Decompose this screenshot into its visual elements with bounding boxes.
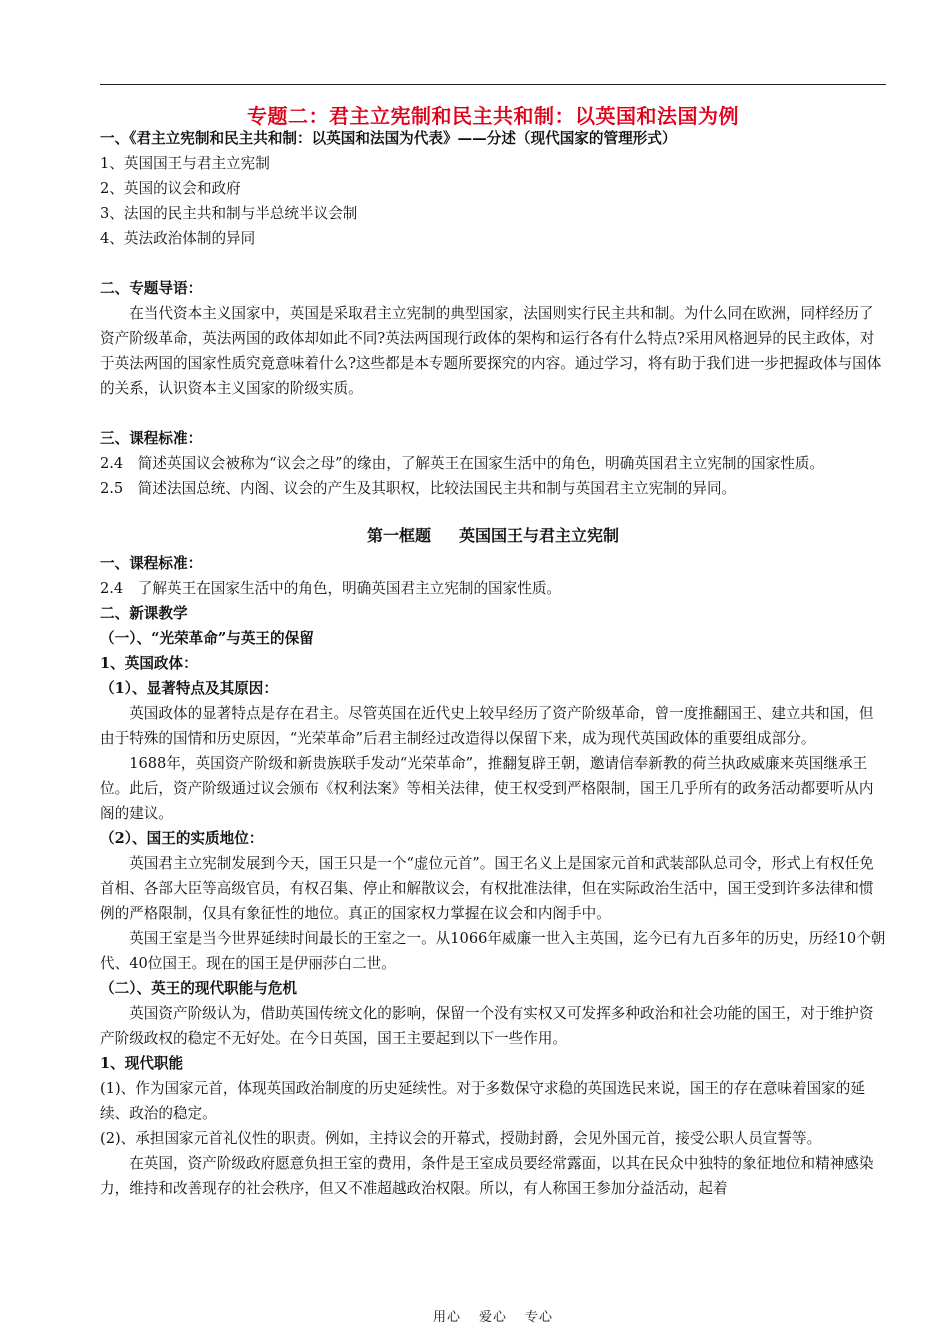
section-name: 英国国王与君主立宪制 xyxy=(459,526,620,545)
footer-word-3: 专心 xyxy=(525,1310,554,1325)
section-title xyxy=(100,521,886,551)
function-item-1: (1)、作为国家元首，体现英国政治制度的历史延续性。对于多数保守求稳的英国选民来说，国王的存在意味着国家的延续、政治的稳定。 xyxy=(100,1080,865,1122)
header-rule xyxy=(100,84,886,85)
document-body xyxy=(100,126,886,1201)
point2-paragraph-2: 英国王室是当今世界延续时间最长的王室之一。从1066年威廉一世入主英国，迄今已有九百多年的历史，历经10个朝代、40位国王。现在的国王是伊丽莎白二世。 xyxy=(100,930,886,972)
function-item-2: (2)、承担国家元首礼仪性的职责。例如，主持议会的开幕式，授勋封爵，会见外国元首，接受公职人员宣誓等。 xyxy=(100,1130,822,1147)
footer-word-2: 爱心 xyxy=(478,1310,507,1325)
point2-heading: （2）、国王的实质地位： xyxy=(100,830,264,847)
point1-heading: （1）、显著特点及其原因： xyxy=(100,680,278,697)
part3-heading: 三、课程标准： xyxy=(100,430,203,447)
document-title: 专题二：君主立宪制和民主共和制：以英国和法国为例 xyxy=(247,104,739,128)
point2-paragraph-1: 英国君主立宪制发展到今天，国王只是一个“虚位元首”。国王名义上是国家元首和武装部队总司令，形式上有权任免首相、各部大臣等高级官员，有权召集、停止和解散议会，有权批准法律，但在实际政治生活中，国王受到许多法律和惯例的严格限制，仅具有象征性的地位。真正的国家权力掌握在议会和内阁手中。 xyxy=(100,855,874,922)
point1-paragraph-1: 英国政体的显著特点是存在君主。尽管英国在近代史上较早经历了资产阶级革命，曾一度推翻国王、建立共和国，但由于特殊的国情和历史原因，“光荣革命”后君主制经过改造得以保留下来，成为现代英国政体的重要组成部分。 xyxy=(100,705,874,747)
standard-item-1: 2.4 简述英国议会被称为“议会之母”的缘由，了解英王在国家生活中的角色，明确英国君主立宪制的国家性质。 xyxy=(100,455,825,472)
outline-item-4: 4、英法政治体制的异同 xyxy=(100,230,256,247)
outline-item-1: 1、英国国王与君主立宪制 xyxy=(100,155,270,172)
footer-word-1: 用心 xyxy=(432,1310,461,1325)
outline-item-2: 2、英国的议会和政府 xyxy=(100,180,241,197)
functions-heading: 1、现代职能 xyxy=(100,1055,184,1072)
part2-heading: 二、专题导语： xyxy=(100,280,203,297)
intro-paragraph: 在当代资本主义国家中，英国是采取君主立宪制的典型国家，法国则实行民主共和制。为什么同在欧洲，同样经历了资产阶级革命，英法两国的政体却如此不同?英法两国现行政体的架构和运行各有什么特点?采用风格迥异的民主政体，对于英法两国的国家性质究竟意味着什么?这些都是本专题所要探究的内容。通过学习，将有助于我们进一步把握政体与国体的关系，认识资本主义国家的阶级实质。 xyxy=(100,305,882,397)
new-lesson-heading: 二、新课教学 xyxy=(100,605,188,622)
polity-heading: 1、英国政体： xyxy=(100,655,198,672)
standard-item-2: 2.5 简述法国总统、内阁、议会的产生及其职权，比较法国民主共和制与英国君主立宪制的异同。 xyxy=(100,480,737,497)
page-footer xyxy=(100,1306,886,1325)
subsection-1-heading: （一）、“光荣革命”与英王的保留 xyxy=(100,630,314,647)
section-standard-heading: 一、课程标准： xyxy=(100,555,203,572)
subsection-2-heading: （二）、英王的现代职能与危机 xyxy=(100,980,298,997)
section-standard-item: 2.4 了解英王在国家生活中的角色，明确英国君主立宪制的国家性质。 xyxy=(100,580,562,597)
function-paragraph: 在英国，资产阶级政府愿意负担王室的费用，条件是王室成员要经常露面，以其在民众中独特的象征地位和精神感染力，维持和改善现存的社会秩序，但又不准超越政治权限。所以，有人称国王参加分益活动，起着 xyxy=(100,1155,874,1197)
outline-item-3: 3、法国的民主共和制与半总统半议会制 xyxy=(100,205,358,222)
section-label: 第一框题 xyxy=(366,526,431,545)
part1-heading: 一、《君主立宪制和民主共和制：以英国和法国为代表》——分述（现代国家的管理形式） xyxy=(100,130,677,147)
point1-paragraph-2: 1688年，英国资产阶级和新贵族联手发动“光荣革命”，推翻复辟王朝，邀请信奉新教的荷兰执政威廉来英国继承王位。此后，资产阶级通过议会颁布《权利法案》等相关法律，使王权受到严格限制，国王几乎所有的政务活动都要听从内阁的建议。 xyxy=(100,755,874,822)
subsection-2-paragraph: 英国资产阶级认为，借助英国传统文化的影响，保留一个没有实权又可发挥多种政治和社会功能的国王，对于维护资产阶级政权的稳定不无好处。在今日英国，国王主要起到以下一些作用。 xyxy=(100,1005,874,1047)
